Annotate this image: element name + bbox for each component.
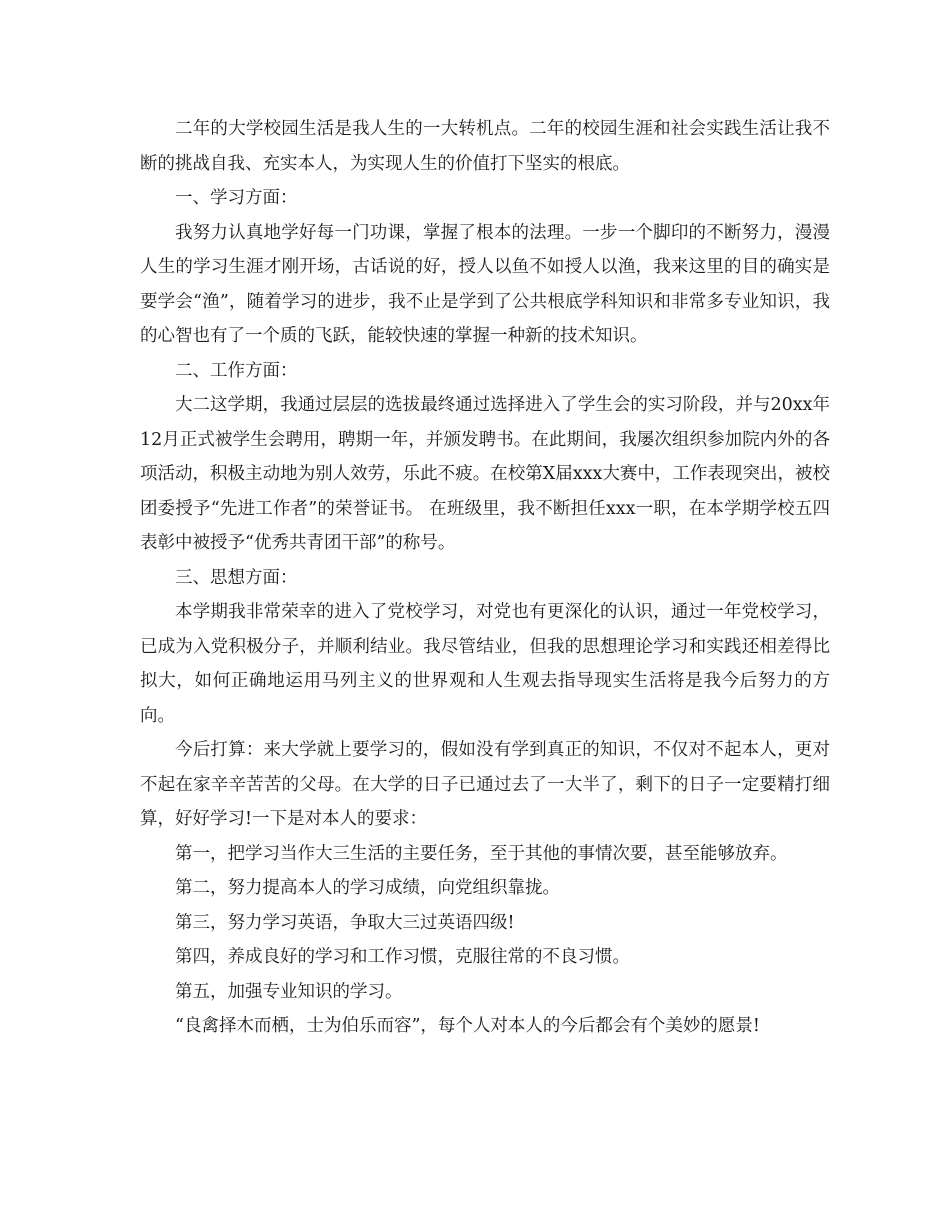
paragraph-work: 大二这学期，我通过层层的选拔最终通过选择进入了学生会的实习阶段，并与20xx年12月正式被学生会聘用，聘期一年，并颁发聘书。在此期间，我屡次组织参加院内外的各项活动，积极主动地为别人效劳，乐此不疲。在校第X届xxx大赛中，工作表现突出，被校团委授予“先进工作者”的荣誉证书。 在班级里，我不断担任xxx一职，在本学期学校五四表彰中被授予“优秀共青团干部”的称号。 [140, 395, 830, 553]
paragraph-thought: 本学期我非常荣幸的进入了党校学习，对党也有更深化的认识，通过一年党校学习，已成为入党积极分子，并顺利结业。我尽管结业，但我的思想理论学习和实践还相差得比拟大，如何正确地运用马列主义的世界观和人生观去指导现实生活将是我今后努力的方向。 [140, 602, 830, 726]
plan-item-2: 第二，努力提高本人的学习成绩，向党组织靠拢。 [175, 878, 560, 898]
paragraph-closing: “良禽择木而栖，士为伯乐而容”，每个人对本人的今后都会有个美妙的愿景! [175, 1016, 760, 1036]
section-heading-study: 一、学习方面： [175, 188, 298, 208]
plan-item-4: 第四，养成良好的学习和工作习惯，克服往常的不良习惯。 [175, 947, 630, 967]
section-heading-work: 二、工作方面： [175, 360, 298, 381]
paragraph-study: 我努力认真地学好每一门功课，掌握了根本的法理。一步一个脚印的不断努力，漫漫人生的学习生涯才刚开场，古话说的好，授人以鱼不如授人以渔，我来这里的目的确实是要学会“渔”，随着学习的进步，我不止是学到了公共根底学科知识和非常多专业知识，我的心智也有了一个质的飞跃，能较快速的掌握一种新的技术知识。 [140, 222, 830, 346]
section-heading-thought: 三、思想方面： [175, 567, 298, 588]
plan-item-1: 第一，把学习当作大三生活的主要任务，至于其他的事情次要，甚至能够放弃。 [175, 843, 788, 864]
plan-item-5: 第五，加强专业知识的学习。 [175, 981, 403, 1002]
paragraph-intro: 二年的大学校园生活是我人生的一大转机点。二年的校园生涯和社会实践生活让我不断的挑战自我、充实本人，为实现人生的价值打下坚实的根底。 [140, 119, 830, 174]
paragraph-plans: 今后打算：来大学就上要学习的，假如没有学到真正的知识，不仅对不起本人，更对不起在家辛辛苦苦的父母。在大学的日子已通过去了一大半了，剩下的日子一定要精打细算，好好学习!一下是对本人的要求： [140, 740, 830, 829]
document-body [140, 112, 830, 1044]
plan-item-3: 第三，努力学习英语，争取大三过英语四级! [175, 912, 515, 933]
